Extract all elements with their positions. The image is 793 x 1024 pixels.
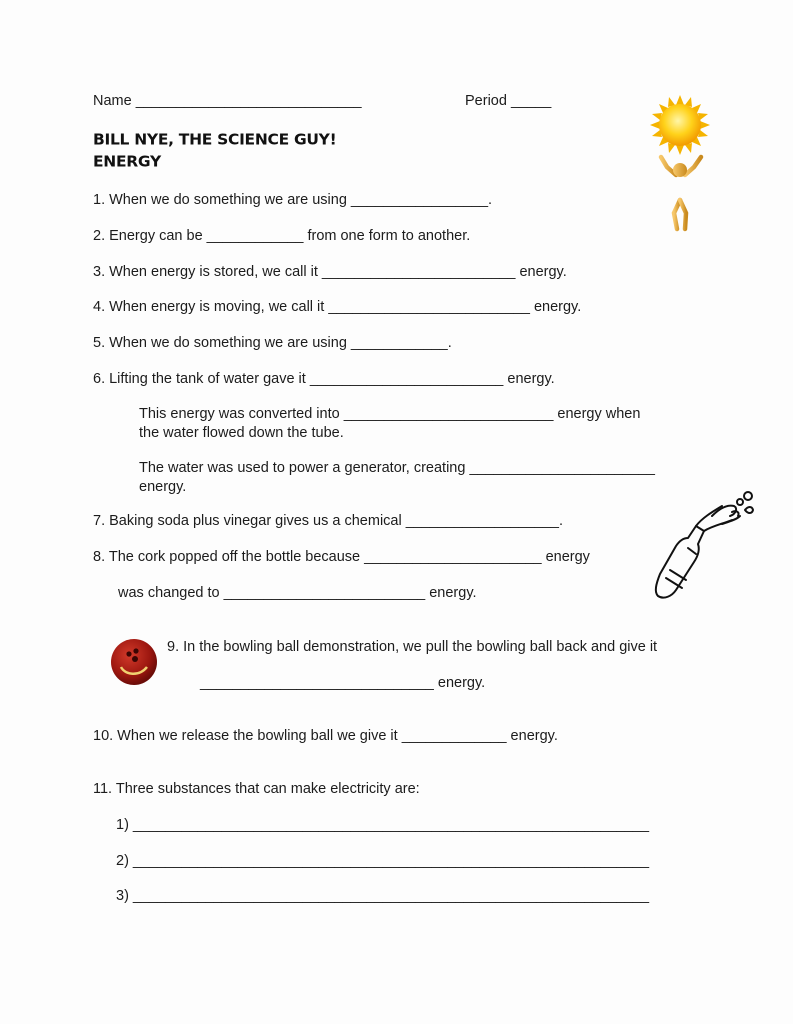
period-line[interactable]: Period _____ xyxy=(465,93,552,109)
question-7[interactable]: 7. Baking soda plus vinegar gives us a chemical ___________________. xyxy=(93,513,563,529)
bowling-ball-icon xyxy=(109,637,159,687)
question-6b-continued: energy. xyxy=(139,479,187,495)
answer-line-1[interactable]: 1) ________________________________________________________________ xyxy=(116,817,650,833)
question-8-continued[interactable]: was changed to _________________________ energy. xyxy=(118,585,477,601)
question-1[interactable]: 1. When we do something we are using _________________. xyxy=(93,192,493,208)
question-10[interactable]: 10. When we release the bowling ball we give it _____________ energy. xyxy=(93,728,558,744)
question-9-continued[interactable]: _____________________________ energy. xyxy=(200,675,486,691)
answer-line-3[interactable]: 3) ________________________________________________________________ xyxy=(116,888,650,904)
answer-line-2[interactable]: 2) ________________________________________________________________ xyxy=(116,853,650,869)
question-6a-continued: the water flowed down the tube. xyxy=(139,425,344,441)
question-11: 11. Three substances that can make electricity are: xyxy=(93,781,420,797)
question-9[interactable]: 9. In the bowling ball demonstration, we pull the bowling ball back and give it xyxy=(167,639,658,655)
question-2[interactable]: 2. Energy can be ____________ from one form to another. xyxy=(93,228,471,244)
worksheet-title: BILL NYE, THE SCIENCE GUY! xyxy=(93,131,337,149)
question-6[interactable]: 6. Lifting the tank of water gave it ________________________ energy. xyxy=(93,371,555,387)
name-line[interactable]: Name ____________________________ xyxy=(93,93,362,109)
question-6b[interactable]: The water was used to power a generator, creating _______________________ xyxy=(139,460,655,476)
question-4[interactable]: 4. When energy is moving, we call it _________________________ energy. xyxy=(93,299,582,315)
question-3[interactable]: 3. When energy is stored, we call it ________________________ energy. xyxy=(93,264,567,280)
champagne-bottle-icon xyxy=(652,488,762,603)
worksheet-subtitle: ENERGY xyxy=(93,153,161,171)
question-5[interactable]: 5. When we do something we are using ____________. xyxy=(93,335,452,351)
question-8[interactable]: 8. The cork popped off the bottle because ______________________ energy xyxy=(93,549,590,565)
question-6a[interactable]: This energy was converted into __________________________ energy when xyxy=(139,406,641,422)
sun-figure-icon xyxy=(645,95,715,235)
